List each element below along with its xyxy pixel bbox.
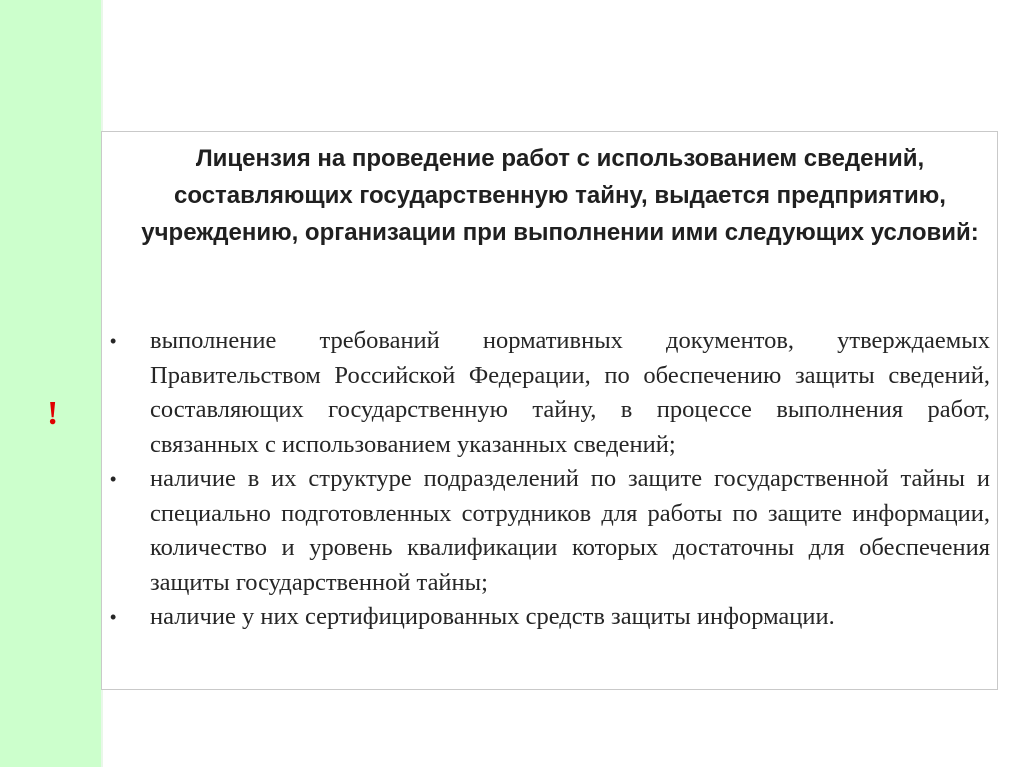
- bullet-icon: •: [110, 331, 117, 351]
- slide-heading: Лицензия на проведение работ с использованием сведений, составляющих государственную тайну, выдается предприятию, учреждению, организации при выполнении ими следующих условий:: [141, 145, 979, 246]
- condition-text: наличие в их структуре подразделений по защите государственной тайны и специально подготовленных сотрудников для работы по защите информации, количество и уровень квалификации которых достаточны для обеспечения защиты государственной тайны;: [150, 465, 990, 596]
- list-item: [106, 324, 990, 462]
- list-item: [106, 600, 990, 635]
- bullet-icon: •: [110, 607, 117, 627]
- exclamation-marker: !: [47, 395, 59, 432]
- condition-text: выполнение требований нормативных документов, утверждаемых Правительством Российской Федерации, по обеспечению защиты сведений, составляющих государственную тайну, в процессе выполнения работ, связанных с использованием указанных сведений;: [150, 327, 990, 458]
- bullet-icon: •: [110, 469, 117, 489]
- left-accent-band: [0, 0, 101, 767]
- conditions-list: [106, 324, 990, 635]
- list-item: [106, 462, 990, 600]
- condition-text: наличие у них сертифицированных средств защиты информации.: [150, 603, 835, 630]
